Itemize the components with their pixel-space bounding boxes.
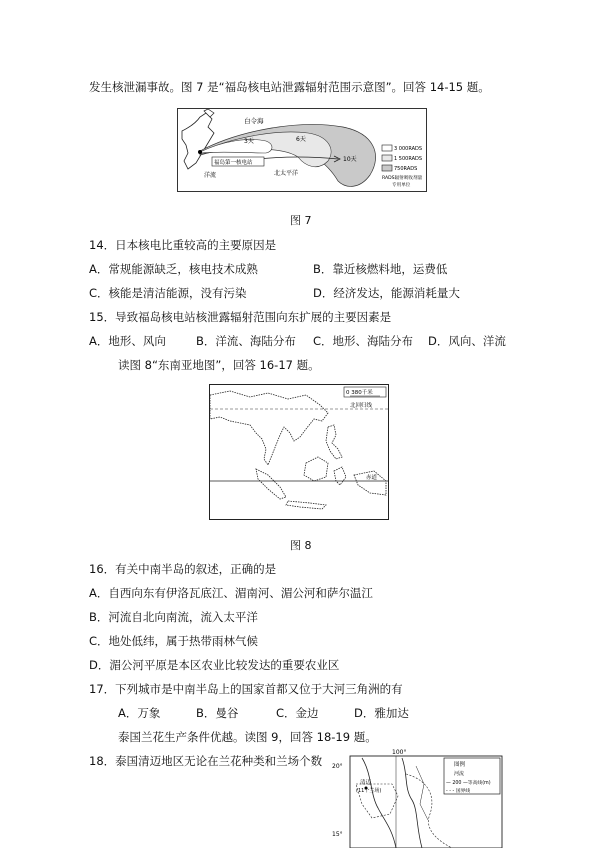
figure-7-map [177, 108, 427, 192]
label-10-days: 10天 [343, 156, 357, 163]
q16-option-a: A．自西向东有伊洛瓦底江、湄南河、湄公河和萨尔温江 [89, 586, 373, 600]
q17-option-c: C．金边 [276, 706, 319, 720]
label-lat-15: 15° [332, 831, 343, 838]
q17-option-d: D．雅加达 [354, 706, 409, 720]
q17-stem: 17．下列城市是中南半岛上的国家首都又位于大河三角洲的有 [89, 682, 403, 696]
label-north-pacific: 北太平洋 [274, 170, 299, 177]
q15-option-d: D．风向、洋流 [428, 334, 506, 348]
label-lon-100: 100° [392, 749, 407, 756]
label-6-days: 6天 [296, 136, 306, 143]
equator-label: 赤道 [366, 475, 378, 481]
q16-option-b: B．河流自北向南流，流入太平洋 [89, 610, 258, 624]
legend-unit-note: 专用单位 [392, 183, 411, 188]
legend-rads-note: RADS辐射吸收剂量 [382, 176, 423, 181]
legend-title: 图例 [454, 762, 466, 768]
figure-7-legend [382, 145, 423, 188]
legend-border: - - - 国界线 [446, 789, 471, 794]
intro-fig9: 泰国兰花生产条件优越。读图 9，回答 18-19 题。 [118, 730, 377, 744]
legend-1500: 1 500RADS [394, 156, 423, 162]
figure-8-caption: 图 8 [290, 539, 312, 552]
q18-stem: 18．泰国清迈地区无论在兰花种类和兰场个数 [89, 754, 323, 768]
q14-option-c: C．核能是清洁能源，没有污染 [89, 286, 247, 300]
q14-option-d: D．经济发达，能源消耗量大 [313, 286, 460, 300]
legend-contour: — 200 —等高线(m) [446, 781, 491, 786]
tropic-label: 北回归线 [350, 403, 373, 409]
q15-option-a: A．地形、风向 [89, 334, 166, 348]
legend-river: 河流 [454, 771, 465, 777]
q14-option-a: A．常规能源缺乏，核电技术成熟 [89, 262, 258, 276]
q16-option-c: C．地处低纬，属于热带雨林气候 [89, 634, 259, 648]
label-bailinghai: 白令海 [244, 117, 264, 125]
q14-option-b: B．靠近核燃料地，运费低 [313, 262, 448, 276]
legend-3000: 3 000RADS [394, 146, 423, 152]
q15-stem: 15．导致福岛核电站核泄露辐射范围向东扩展的主要因素是 [89, 310, 392, 324]
label-chiang-mai: 清迈 [360, 780, 372, 786]
label-current: 洋流 [204, 172, 217, 179]
label-chiang-mai-note: (11个兰场) [356, 788, 382, 794]
q16-option-d: D．湄公河平原是本区农业比较发达的重要农业区 [89, 658, 340, 672]
scale-label: 0 380千米 [346, 390, 373, 396]
label-fukushima-plant: 福岛第一核电站 [214, 160, 253, 166]
figure-7-caption: 图 7 [290, 214, 312, 227]
q14-stem: 14．日本核电比重较高的主要原因是 [89, 238, 277, 252]
q15-option-b: B．洋流、海陆分布 [196, 334, 296, 348]
q15-option-c: C．地形、海陆分布 [313, 334, 414, 348]
intro-line: 发生核泄漏事故。图 7 是“福岛核电站泄露辐射范围示意图”。回答 14-15 题。 [89, 80, 490, 94]
figure-9-map [332, 744, 504, 848]
intro-fig8: 读图 8“东南亚地图”，回答 16-17 题。 [118, 358, 320, 372]
label-3-days: 3天 [244, 138, 254, 145]
figure-8-map [209, 384, 389, 520]
q17-option-a: A．万象 [118, 706, 161, 720]
label-lat-20: 20° [332, 763, 343, 770]
q17-option-b: B．曼谷 [196, 706, 239, 720]
legend-750: 750RADS [394, 166, 418, 172]
q16-stem: 16．有关中南半岛的叙述，正确的是 [89, 562, 277, 576]
